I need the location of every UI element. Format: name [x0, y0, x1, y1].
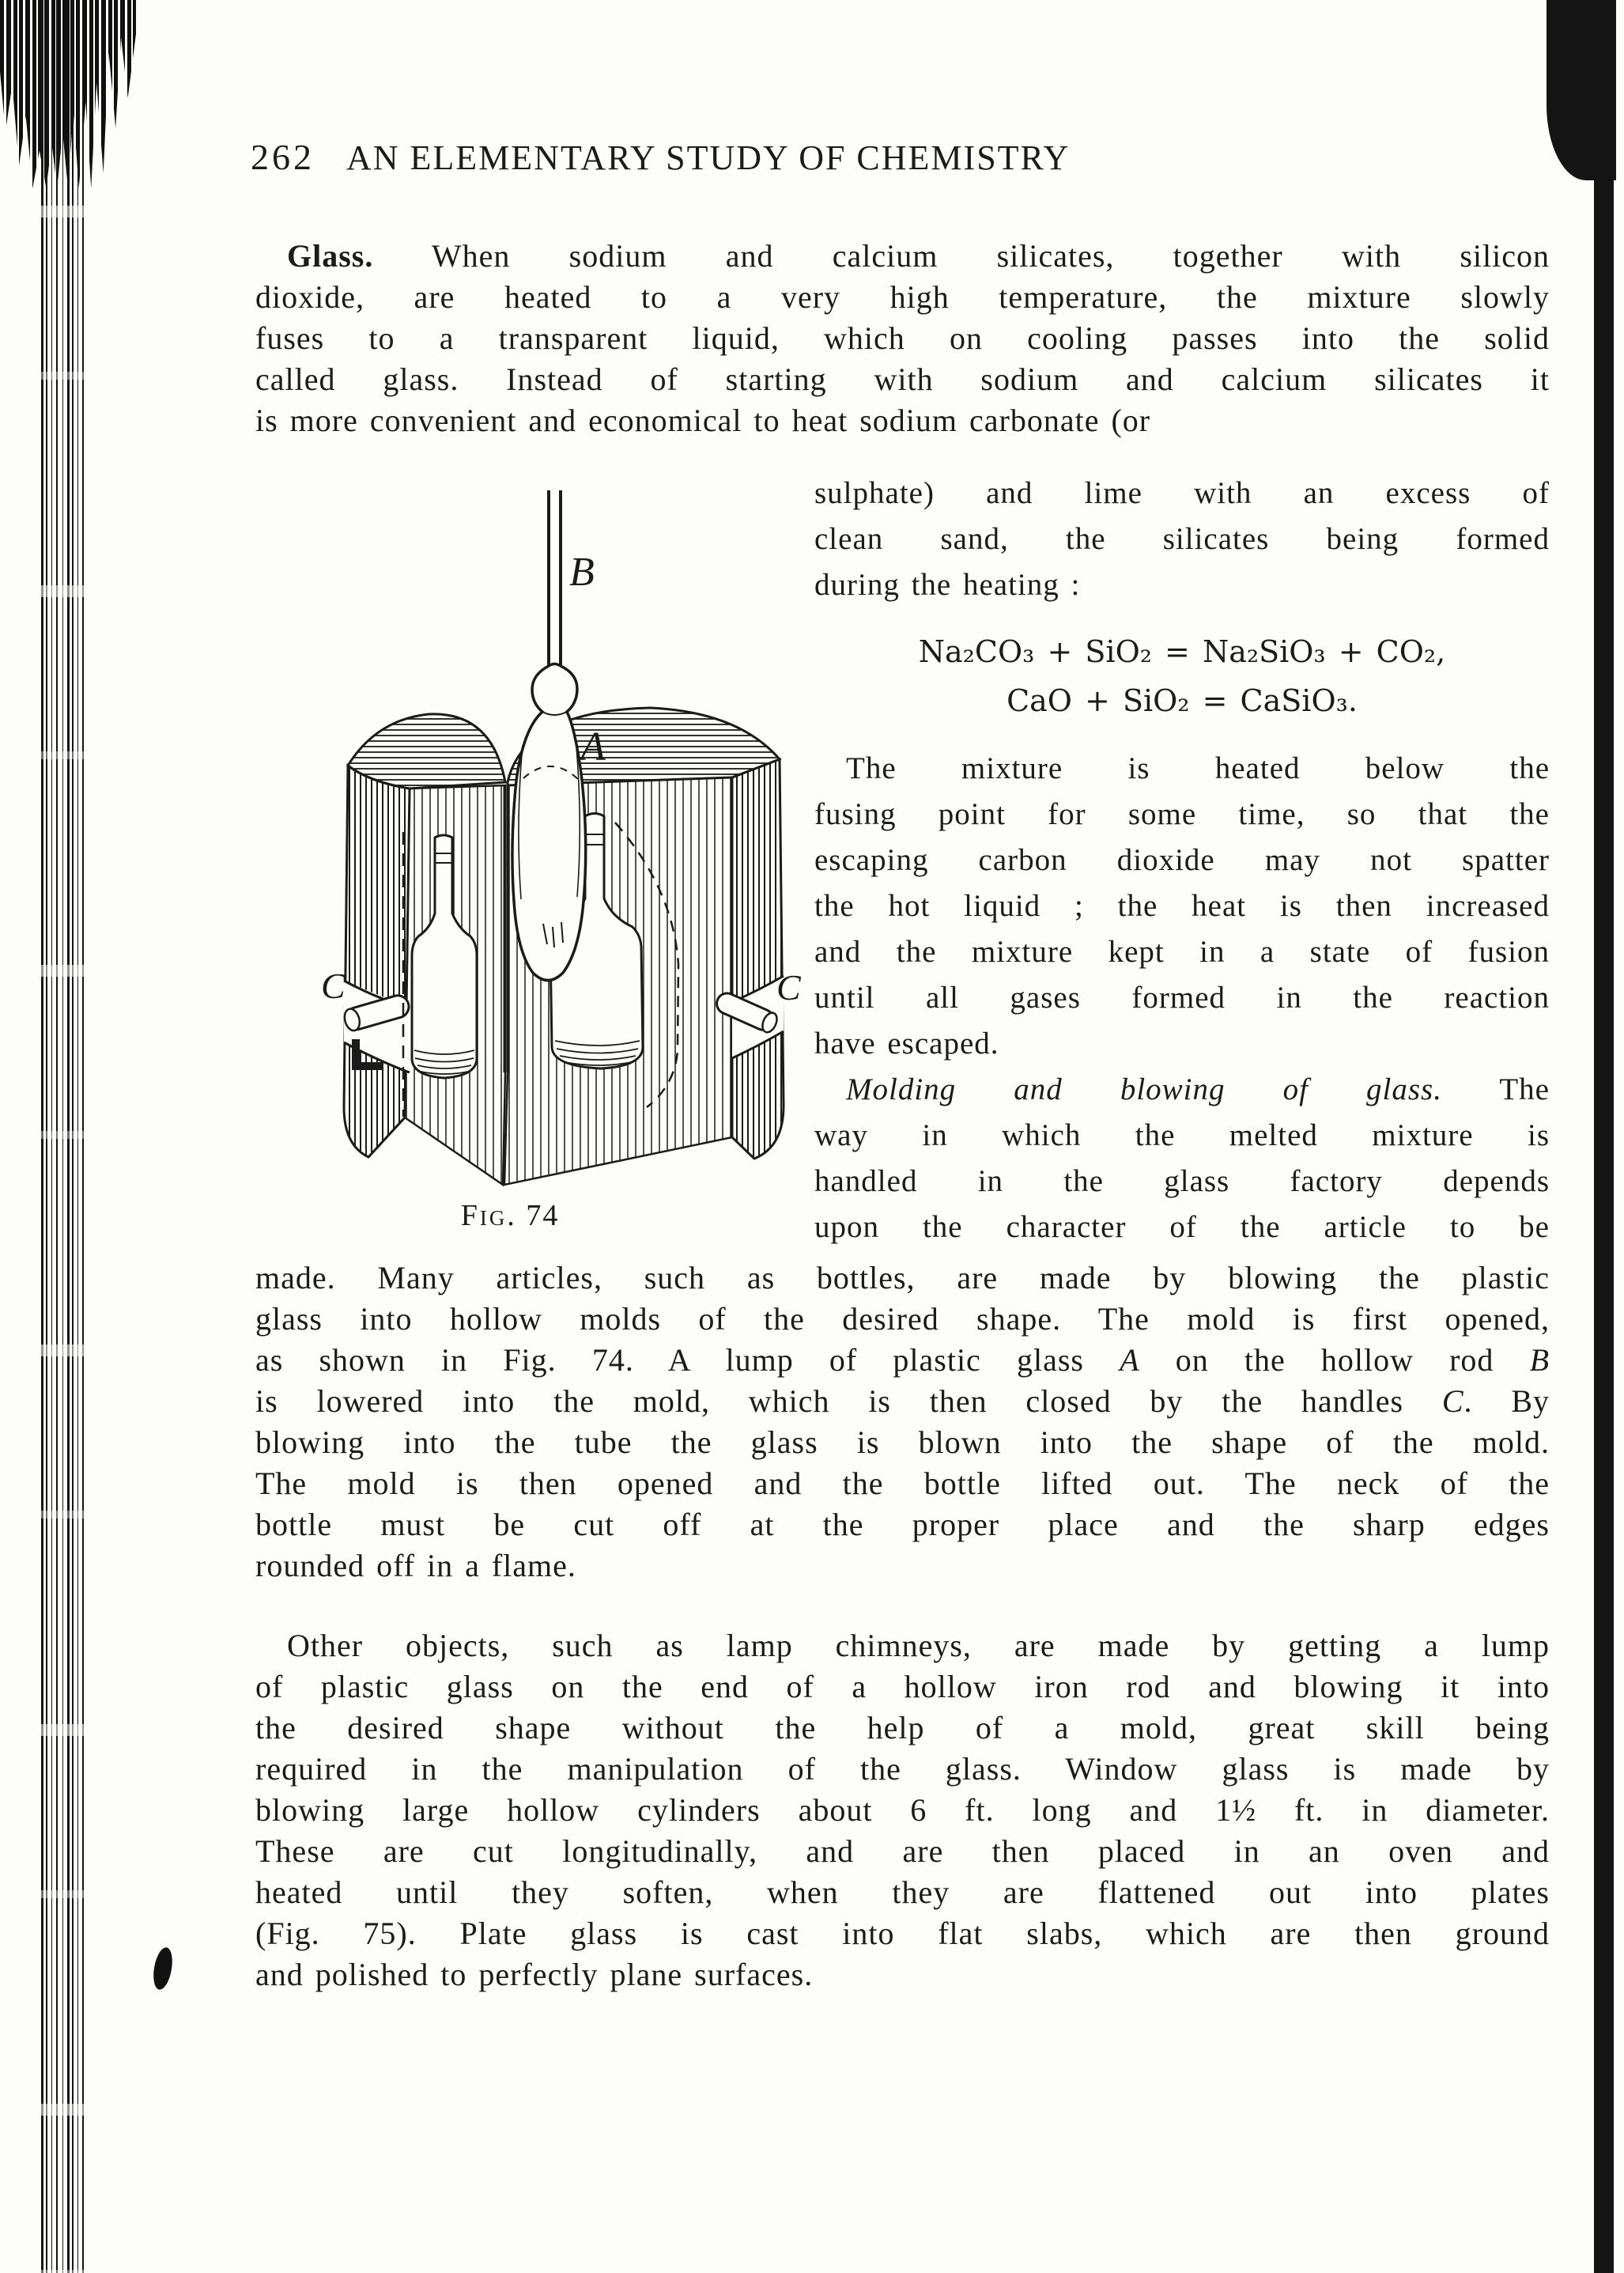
paragraph-lead: Glass.	[287, 238, 374, 274]
text-line: (Fig. 75). Plate glass is cast into flat slabs, which are then ground	[255, 1916, 1550, 1951]
text-line: sulphate) and lime with an excess of	[814, 476, 1550, 510]
text-line: required in the manipulation of the glass. Window glass is made by	[255, 1751, 1550, 1787]
figure-caption-label: Fig.	[460, 1199, 517, 1232]
binding-edge-fade	[41, 0, 87, 2273]
text-line: until all gases formed in the reaction	[814, 981, 1550, 1015]
figure-label-c-left: C	[321, 966, 346, 1006]
text-line: is more convenient and economical to heat sodium carbonate (or	[255, 403, 1151, 438]
chemical-equations	[814, 627, 1550, 725]
text-line: fuses to a transparent liquid, which on cooling passes into the solid	[255, 320, 1550, 356]
text-line: Other objects, such as lamp chimneys, are made by getting a lump	[287, 1628, 1550, 1663]
text-run: is lowered into the mold, which is then closed by the handles	[255, 1383, 1442, 1419]
text-run: on the hollow rod	[1139, 1342, 1530, 1378]
text-line: of plastic glass on the end of a hollow iron rod and blowing it into	[255, 1669, 1550, 1704]
running-header	[251, 136, 1070, 178]
text-line	[255, 1340, 1550, 1381]
figure-label-a: A	[580, 724, 606, 770]
text-line: The mold is then opened and the bottle lifted out. The neck of the	[255, 1466, 1550, 1501]
text-line: blowing into the tube the glass is blown into the shape of the mold.	[255, 1424, 1550, 1460]
text-line: glass into hollow molds of the desired shape. The mold is first opened,	[255, 1301, 1550, 1337]
text-line: rounded off in a flame.	[255, 1548, 576, 1583]
figure-caption	[356, 1198, 664, 1233]
figure-label-b: B	[569, 550, 595, 595]
text-line: the desired shape without the help of a mold, great skill being	[255, 1710, 1550, 1745]
figure-label-c-right: C	[776, 967, 801, 1008]
text-line: The mixture is heated below the	[846, 751, 1550, 785]
text-run: . By	[1463, 1383, 1550, 1419]
paragraph-lead-italic: Molding and blowing of glass.	[846, 1072, 1442, 1106]
text-line: the hot liquid ; the heat is then increased	[814, 889, 1550, 923]
text-line: called glass. Instead of starting with sodium and calcium silicates it	[255, 361, 1550, 397]
mold-right-outer	[732, 759, 784, 1159]
text-line	[814, 1067, 1550, 1113]
text-line: upon the character of the article to be	[814, 1210, 1550, 1244]
text-line: bottle must be cut off at the proper place and the sharp edges	[255, 1507, 1550, 1542]
text-line: made. Many articles, such as bottles, are made by blowing the plastic	[255, 1260, 1550, 1295]
text-line: blowing large hollow cylinders about 6 ft. long and 1½ ft. in diameter.	[255, 1792, 1550, 1828]
ink-blot	[150, 1946, 175, 1991]
paragraph-other-objects	[255, 1625, 1550, 1995]
figure-caption-number: 74	[526, 1199, 560, 1232]
text-line	[255, 1381, 1550, 1422]
mold-engraving	[308, 484, 814, 1200]
text-run: When sodium and calcium silicates, together with silicon	[373, 238, 1550, 274]
mold-left-outer	[344, 766, 410, 1157]
text-run: as shown in Fig. 74. A lump of plastic glass	[255, 1342, 1120, 1378]
text-line: handled in the glass factory depends	[814, 1164, 1550, 1198]
var-a: A	[1120, 1342, 1140, 1378]
text-line: dioxide, are heated to a very high temperature, the mixture slowly	[255, 279, 1550, 315]
text-line: during the heating :	[814, 568, 1081, 602]
equation-calcium-silicate: CaO + SiO₂ = CaSiO₃.	[1007, 683, 1358, 718]
text-line: and the mixture kept in a state of fusion	[814, 935, 1550, 969]
paragraph-molding	[255, 1258, 1550, 1587]
text-line	[255, 236, 1550, 277]
text-line: way in which the melted mixture is	[814, 1118, 1550, 1152]
var-c: C	[1441, 1383, 1464, 1419]
text-line: escaping carbon dioxide may not spatter	[814, 843, 1550, 877]
text-line: fusing point for some time, so that the	[814, 797, 1550, 831]
var-b: B	[1529, 1342, 1550, 1378]
chapter-title: AN ELEMENTARY STUDY OF CHEMISTRY	[346, 138, 1071, 177]
text-line: and polished to perfectly plane surfaces.	[255, 1957, 814, 1992]
text-line: clean sand, the silicates being formed	[814, 522, 1550, 556]
text-line: have escaped.	[814, 1027, 999, 1061]
text-run: The	[1441, 1072, 1550, 1106]
text-line: These are cut longitudinally, and are then placed in an oven and	[255, 1833, 1550, 1869]
paragraph-glass-intro	[255, 236, 1550, 441]
page-number: 262	[251, 137, 315, 177]
right-column	[814, 471, 1550, 1250]
text-line: heated until they soften, when they are flattened out into plates	[255, 1874, 1550, 1910]
figure-74	[308, 484, 814, 1263]
scan-artifact-bar	[1594, 0, 1614, 2273]
glass-lump	[512, 664, 586, 981]
equation-sodium-silicate: Na₂CO₃ + SiO₂ = Na₂SiO₃ + CO₂,	[918, 634, 1446, 669]
